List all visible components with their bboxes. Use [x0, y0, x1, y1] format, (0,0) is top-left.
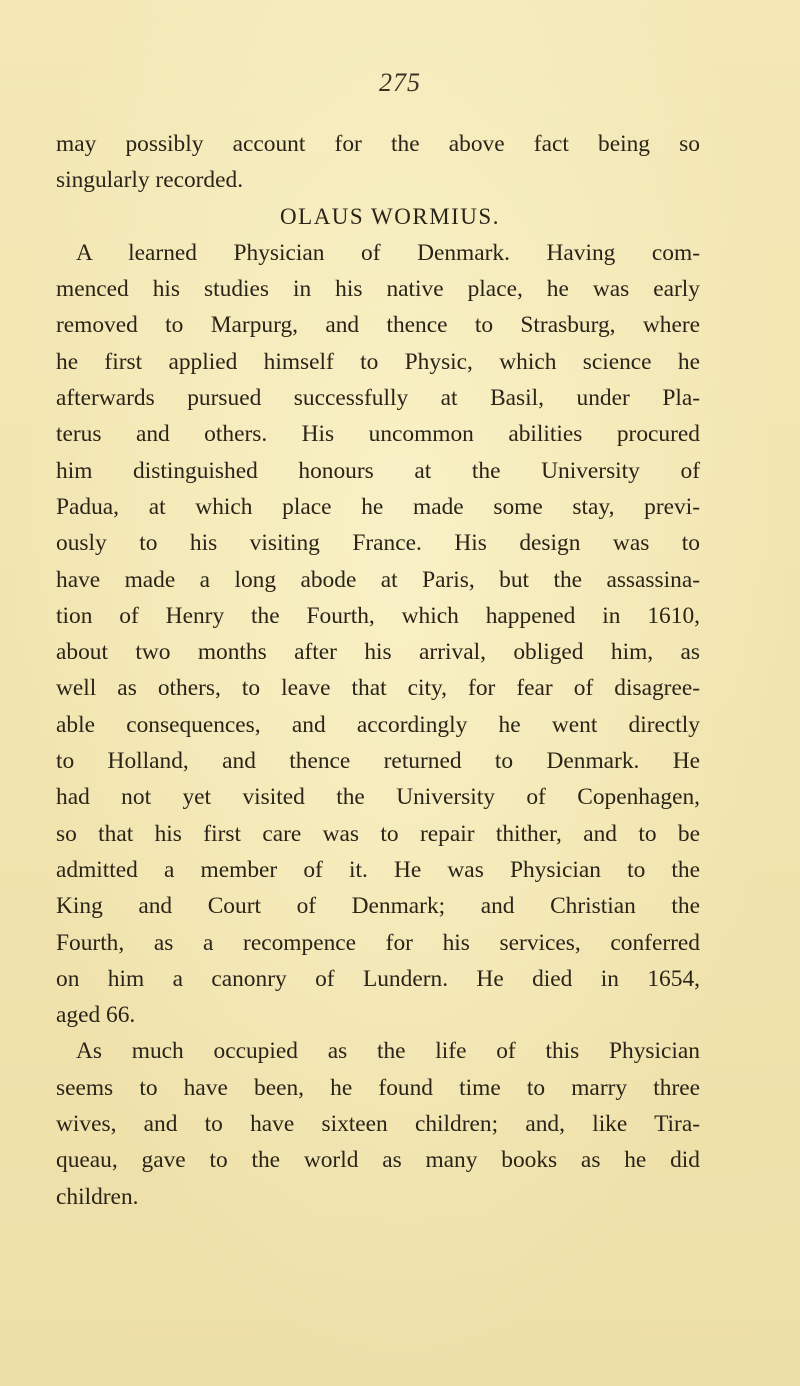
text-line: have made a long abode at Paris, but the assassina-: [56, 566, 700, 593]
section-heading: OLAUS WORMIUS.: [280, 203, 500, 229]
text-line: about two months after his arrival, obliged him, as: [56, 639, 700, 666]
text-line: he first applied himself to Physic, which science he: [56, 348, 700, 375]
text-line: children.: [56, 1183, 139, 1210]
text-line: to Holland, and thence returned to Denmark. He: [56, 748, 700, 775]
text-line: may possibly account for the above fact being so: [56, 131, 700, 157]
text-line: aged 66.: [56, 1002, 136, 1029]
text-line: Fourth, as a recompence for his services, conferred: [56, 929, 700, 956]
text-line: tion of Henry the Fourth, which happened in 1610,: [56, 602, 700, 629]
text-line: seems to have been, he found time to marry three: [56, 1074, 700, 1101]
text-line: on him a canonry of Lundern. He died in 1654,: [56, 965, 700, 992]
text-line: terus and others. His uncommon abilities procured: [56, 421, 700, 448]
text-line: had not yet visited the University of Copenhagen,: [56, 784, 700, 811]
biography-paragraph: [56, 235, 700, 1034]
text-line: admitted a member of it. He was Physician to the: [56, 856, 700, 883]
text-line: queau, gave to the world as many books as he did: [56, 1147, 700, 1174]
text-line: King and Court of Denmark; and Christian the: [56, 893, 700, 920]
text-line: As much occupied as the life of this Physician: [76, 1038, 700, 1065]
text-line: A learned Physician of Denmark. Having com-: [76, 239, 700, 266]
text-line: ously to his visiting France. His design was to: [56, 530, 700, 557]
text-line: well as others, to leave that city, for fear of disagree-: [56, 675, 700, 702]
text-line: singularly recorded.: [56, 167, 244, 194]
text-line: him distinguished honours at the University of: [56, 457, 700, 484]
text-line: afterwards pursued successfully at Basil, under Pla-: [56, 385, 700, 412]
text-line: removed to Marpurg, and thence to Strasburg, where: [56, 312, 700, 339]
text-block: [56, 126, 700, 1215]
marriage-paragraph: [56, 1033, 700, 1214]
page-number: 275: [379, 68, 421, 97]
text-line: so that his first care was to repair thither, and to be: [56, 820, 700, 847]
text-line: wives, and to have sixteen children; and, like Tira-: [56, 1111, 700, 1138]
text-line: able consequences, and accordingly he went directly: [56, 711, 700, 738]
text-line: Padua, at which place he made some stay, previ-: [56, 493, 700, 520]
text-line: menced his studies in his native place, he was early: [56, 276, 700, 303]
intro-paragraph: [56, 126, 700, 199]
